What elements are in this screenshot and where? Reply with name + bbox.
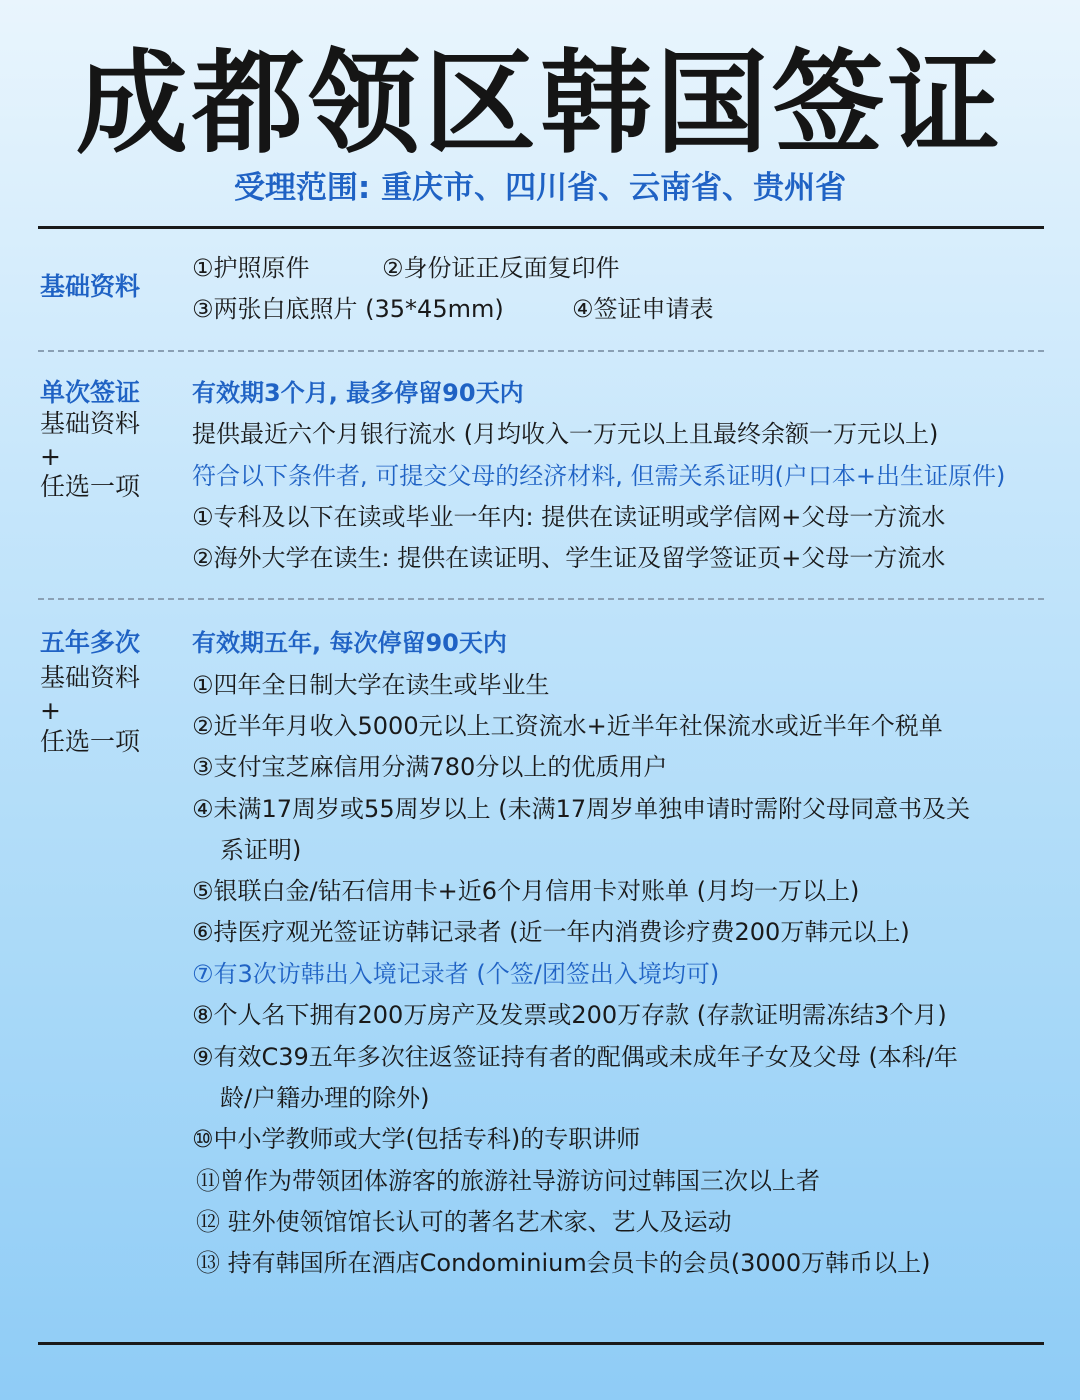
- basic-item-form: ④签证申请表: [572, 295, 714, 323]
- multi-item-8: ⑧个人名下拥有200万房产及发票或200万存款 (存款证明需冻结3个月): [192, 1001, 947, 1029]
- multi-item-4: ④未满17周岁或55周岁以上 (未满17周岁单独申请时需附父母同意书及关: [192, 795, 971, 823]
- multi-item-9: ⑨有效C39五年多次往返签证持有者的配偶或未成年子女及父母 (本科/年: [192, 1043, 958, 1071]
- multi-item-4-cont: 系证明): [220, 836, 302, 864]
- basic-item-idcard: ②身份证正反面复印件: [382, 254, 620, 282]
- multi-label-title: 五年多次: [40, 628, 141, 657]
- single-parent-condition: 符合以下条件者, 可提交父母的经济材料, 但需关系证明(户口本+出生证原件): [192, 462, 1006, 490]
- basic-item-passport: ①护照原件: [192, 254, 310, 282]
- single-label-choose: 任选一项: [40, 472, 141, 501]
- single-item-college: ①专科及以下在读或毕业一年内: 提供在读证明或学信网+父母一方流水: [192, 503, 946, 531]
- multi-validity: 有效期五年, 每次停留90天内: [192, 629, 507, 657]
- multi-item-5: ⑤银联白金/钻石信用卡+近6个月信用卡对账单 (月均一万以上): [192, 877, 860, 905]
- multi-item-13: ⑬ 持有韩国所在酒店Condominium会员卡的会员(3000万韩币以上): [196, 1249, 931, 1277]
- single-label-plus: +: [40, 442, 61, 471]
- multi-item-12: ⑫ 驻外使领馆馆长认可的著名艺术家、艺人及运动: [196, 1208, 732, 1236]
- multi-item-11: ⑪曾作为带领团体游客的旅游社导游访问过韩国三次以上者: [196, 1167, 820, 1195]
- multi-item-2: ②近半年月收入5000元以上工资流水+近半年社保流水或近半年个税单: [192, 712, 943, 740]
- single-label-basic: 基础资料: [40, 409, 141, 438]
- page-title: 成都领区韩国签证: [76, 39, 1004, 169]
- multi-item-6: ⑥持医疗观光签证访韩记录者 (近一年内消费诊疗费200万韩元以上): [192, 918, 910, 946]
- multi-label-basic: 基础资料: [40, 663, 141, 692]
- multi-label-plus: +: [40, 696, 61, 725]
- section-divider-2: [38, 598, 1044, 600]
- multi-item-10: ⑩中小学教师或大学(包括专科)的专职讲师: [192, 1125, 641, 1153]
- multi-item-7: ⑦有3次访韩出入境记录者 (个签/团签出入境均可): [192, 960, 720, 988]
- single-label-title: 单次签证: [40, 378, 141, 407]
- multi-item-1: ①四年全日制大学在读生或毕业生: [192, 671, 550, 699]
- basic-label: 基础资料: [40, 272, 141, 301]
- multi-label-choose: 任选一项: [40, 727, 141, 756]
- single-item-overseas: ②海外大学在读生: 提供在读证明、学生证及留学签证页+父母一方流水: [192, 544, 946, 572]
- section-divider-1: [38, 350, 1044, 352]
- basic-item-photo: ③两张白底照片 (35*45mm): [192, 295, 504, 323]
- multi-item-9-cont: 龄/户籍办理的除外): [220, 1084, 430, 1112]
- top-divider: [38, 226, 1044, 229]
- page-subtitle: 受理范围: 重庆市、四川省、云南省、贵州省: [233, 170, 847, 206]
- single-validity: 有效期3个月, 最多停留90天内: [192, 379, 524, 407]
- bottom-divider: [38, 1342, 1044, 1345]
- single-bank-statement: 提供最近六个月银行流水 (月均收入一万元以上且最终余额一万元以上): [192, 420, 939, 448]
- multi-item-3: ③支付宝芝麻信用分满780分以上的优质用户: [192, 753, 668, 781]
